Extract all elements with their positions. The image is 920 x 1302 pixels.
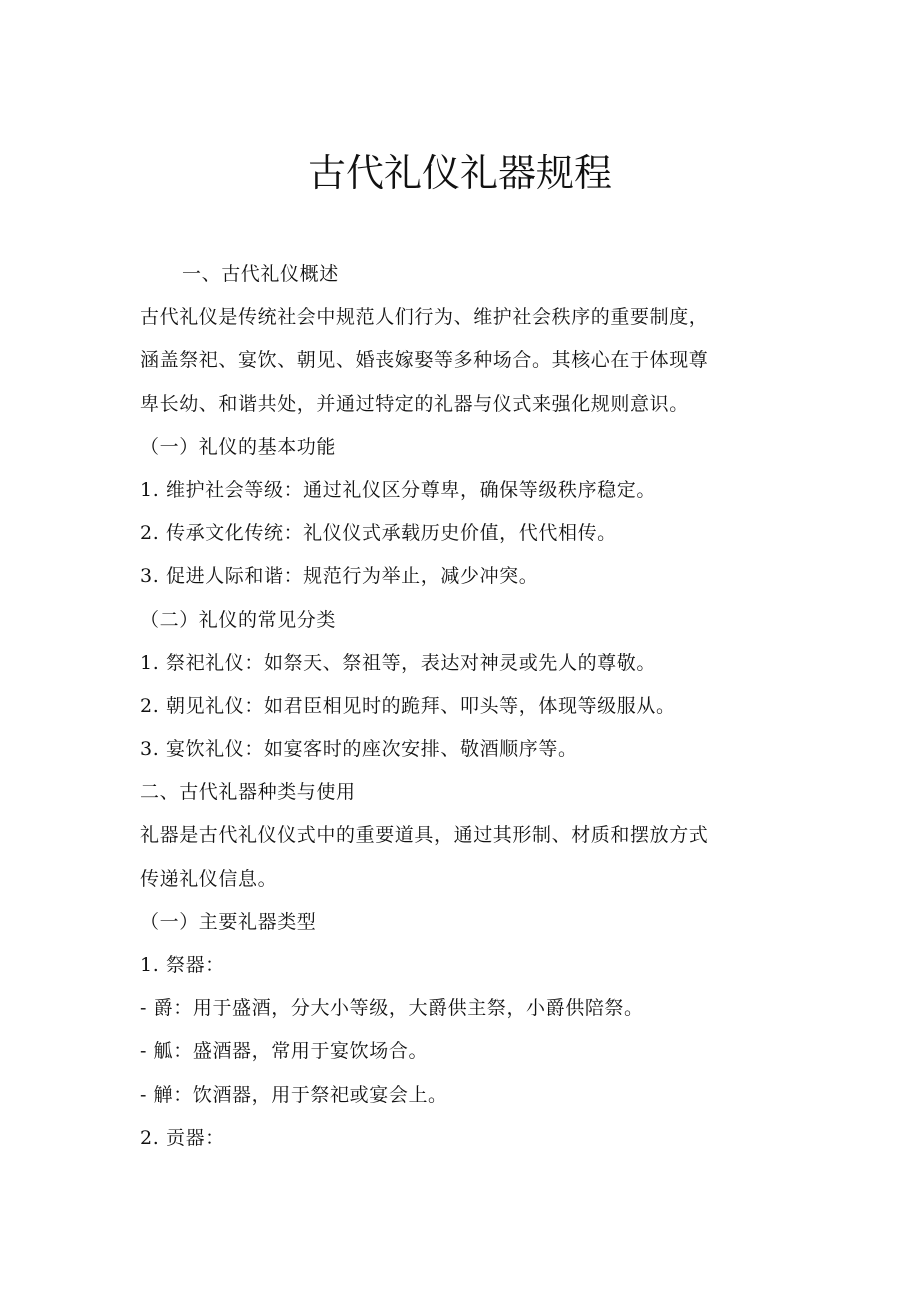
list-item: 3. 促进人际和谐：规范行为举止，减少冲突。 xyxy=(140,565,539,588)
section-heading: 一、古代礼仪概述 xyxy=(182,263,339,285)
list-item: 2. 朝见礼仪：如君臣相见时的跪拜、叩头等，体现等级服从。 xyxy=(140,694,676,717)
subsection-heading: （一）主要礼器类型 xyxy=(140,910,317,933)
document-title: 古代礼仪礼器规程 xyxy=(307,151,612,195)
paragraph-line: 古代礼仪是传统社会中规范人们行为、维护社会秩序的重要制度， xyxy=(140,306,709,329)
list-item: 3. 宴饮礼仪：如宴客时的座次安排、敬酒顺序等。 xyxy=(140,738,578,761)
list-item: 2. 传承文化传统：礼仪仪式承载历史价值，代代相传。 xyxy=(140,522,617,545)
list-item: 1. 维护社会等级：通过礼仪区分尊卑，确保等级秩序稳定。 xyxy=(140,478,656,501)
list-item: 2. 贡器： xyxy=(140,1126,225,1149)
subsection-heading: （二）礼仪的常见分类 xyxy=(140,608,337,631)
list-item: 1. 祭祀礼仪：如祭天、祭祖等，表达对神灵或先人的尊敬。 xyxy=(140,651,656,674)
list-subitem: - 爵：用于盛酒，分大小等级，大爵供主祭，小爵供陪祭。 xyxy=(140,997,644,1020)
section-heading: 二、古代礼器种类与使用 xyxy=(140,781,356,804)
paragraph-line: 卑长幼、和谐共处，并通过特定的礼器与仪式来强化规则意识。 xyxy=(140,392,689,415)
list-subitem: - 觯：饮酒器，用于祭祀或宴会上。 xyxy=(140,1083,448,1106)
paragraph-line: 礼器是古代礼仪仪式中的重要道具，通过其形制、材质和摆放方式 xyxy=(140,824,709,847)
document-body xyxy=(140,253,780,1160)
list-item: 1. 祭器： xyxy=(140,954,225,976)
list-subitem: - 觚：盛酒器，常用于宴饮场合。 xyxy=(140,1040,429,1063)
paragraph-line: 传递礼仪信息。 xyxy=(140,867,278,890)
paragraph-line: 涵盖祭祀、宴饮、朝见、婚丧嫁娶等多种场合。其核心在于体现尊 xyxy=(140,349,709,372)
subsection-heading: （一）礼仪的基本功能 xyxy=(140,435,337,458)
